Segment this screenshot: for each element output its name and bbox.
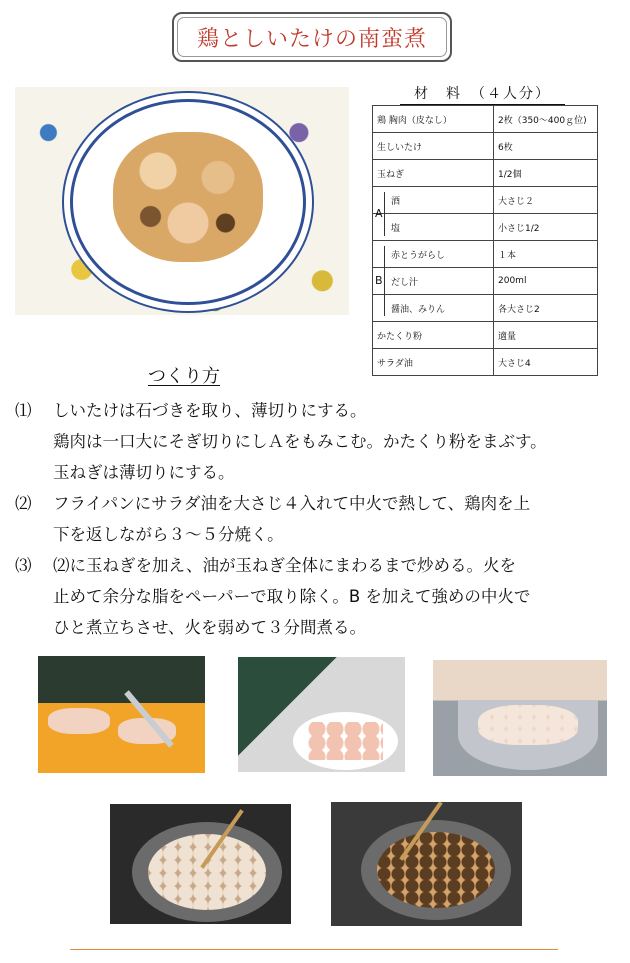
photo-cutting-chicken xyxy=(38,656,205,773)
photo-mixing-chicken xyxy=(433,660,607,776)
chicken-pieces xyxy=(308,722,383,760)
step-2 xyxy=(15,488,620,550)
ingredient-name-text: 赤とうがらし xyxy=(391,250,446,261)
step-3 xyxy=(15,550,620,643)
step-line: フライパンにサラダ油を大さじ４入れて中火で熱して、鶏肉を上 xyxy=(53,494,531,513)
pan-food xyxy=(377,832,495,908)
ingredient-amount: 200ml xyxy=(494,268,598,295)
step-body xyxy=(53,550,620,643)
step-number: ⑶ xyxy=(15,556,32,575)
ingredient-name xyxy=(373,295,494,322)
ingredient-amount: 適量 xyxy=(494,322,598,349)
table-row xyxy=(373,241,598,268)
photo-simmering xyxy=(331,802,522,926)
ingredient-name xyxy=(373,241,494,268)
plate-food xyxy=(113,132,263,262)
ingredient-name xyxy=(373,214,494,241)
step-line: ⑵に玉ねぎを加え、油が玉ねぎ全体にまわるまで炒める。火を xyxy=(53,556,516,575)
finished-dish-photo xyxy=(15,87,349,315)
step-line: 下を返しながら３〜５分焼く。 xyxy=(53,525,284,544)
steps-list xyxy=(15,395,620,643)
ingredient-name: 生しいたけ xyxy=(373,133,494,160)
step-1 xyxy=(15,395,620,488)
table-row xyxy=(373,133,598,160)
ingredient-amount: 小さじ1/2 xyxy=(494,214,598,241)
ingredient-name-text: 酒 xyxy=(391,196,401,207)
table-row xyxy=(373,187,598,214)
table-row xyxy=(373,268,598,295)
bottom-divider xyxy=(70,949,558,950)
ingredient-amount: 2枚（350〜400ｇ位) xyxy=(494,106,598,133)
table-row xyxy=(373,295,598,322)
step-number: ⑴ xyxy=(15,401,32,420)
step-body xyxy=(53,395,620,488)
ingredient-amount: 大さじ２ xyxy=(494,187,598,214)
ingredient-name: かたくり粉 xyxy=(373,322,494,349)
materials-table xyxy=(372,105,598,376)
table-row xyxy=(373,106,598,133)
table-row xyxy=(373,349,598,376)
ingredient-name-text: 醤油、みりん xyxy=(391,304,446,315)
plate xyxy=(70,99,306,305)
pan-food xyxy=(148,834,266,910)
recipe-title: 鶏としいたけの南蛮煮 xyxy=(196,26,427,52)
ingredient-amount: １本 xyxy=(494,241,598,268)
ingredient-name: 玉ねぎ xyxy=(373,160,494,187)
ingredient-amount: 1/2個 xyxy=(494,160,598,187)
howto-heading: つくり方 xyxy=(148,366,220,387)
table-row xyxy=(373,322,598,349)
ingredient-name xyxy=(373,187,494,220)
ingredient-amount: 6枚 xyxy=(494,133,598,160)
group-a-label: A xyxy=(375,207,383,220)
photo-frying xyxy=(110,804,291,924)
materials-heading: 材 料 （４人分） xyxy=(400,83,565,106)
group-b-label: B xyxy=(375,274,383,287)
ingredient-name-text: 塩 xyxy=(391,223,401,234)
ingredient-amount: 大さじ4 xyxy=(494,349,598,376)
chicken-mix xyxy=(478,705,578,745)
step-line: ひと煮立ちさせ、火を弱めて３分間煮る。 xyxy=(53,618,367,637)
table-row xyxy=(373,214,598,241)
step-line: 止めて余分な脂をペーパーで取り除く。B を加えて強めの中火で xyxy=(53,587,531,606)
step-body xyxy=(53,488,620,550)
step-line: 玉ねぎは薄切りにする。 xyxy=(53,463,235,482)
ingredient-name xyxy=(373,268,494,295)
step-line: しいたけは石づきを取り、薄切りにする。 xyxy=(53,401,367,420)
ingredient-name: サラダ油 xyxy=(373,349,494,376)
photo-sliced-chicken xyxy=(238,657,405,772)
table-row xyxy=(373,160,598,187)
step-number: ⑵ xyxy=(15,494,32,513)
ingredient-name: 鶏 胸肉（皮なし） xyxy=(373,106,494,133)
ingredient-amount: 各大さじ2 xyxy=(494,295,598,322)
chicken-piece xyxy=(48,708,110,734)
ingredient-name-text: だし汁 xyxy=(391,277,419,288)
title-box xyxy=(172,12,452,62)
step-line: 鶏肉は一口大にそぎ切りにしＡをもみこむ。かたくり粉をまぶす。 xyxy=(53,432,547,451)
